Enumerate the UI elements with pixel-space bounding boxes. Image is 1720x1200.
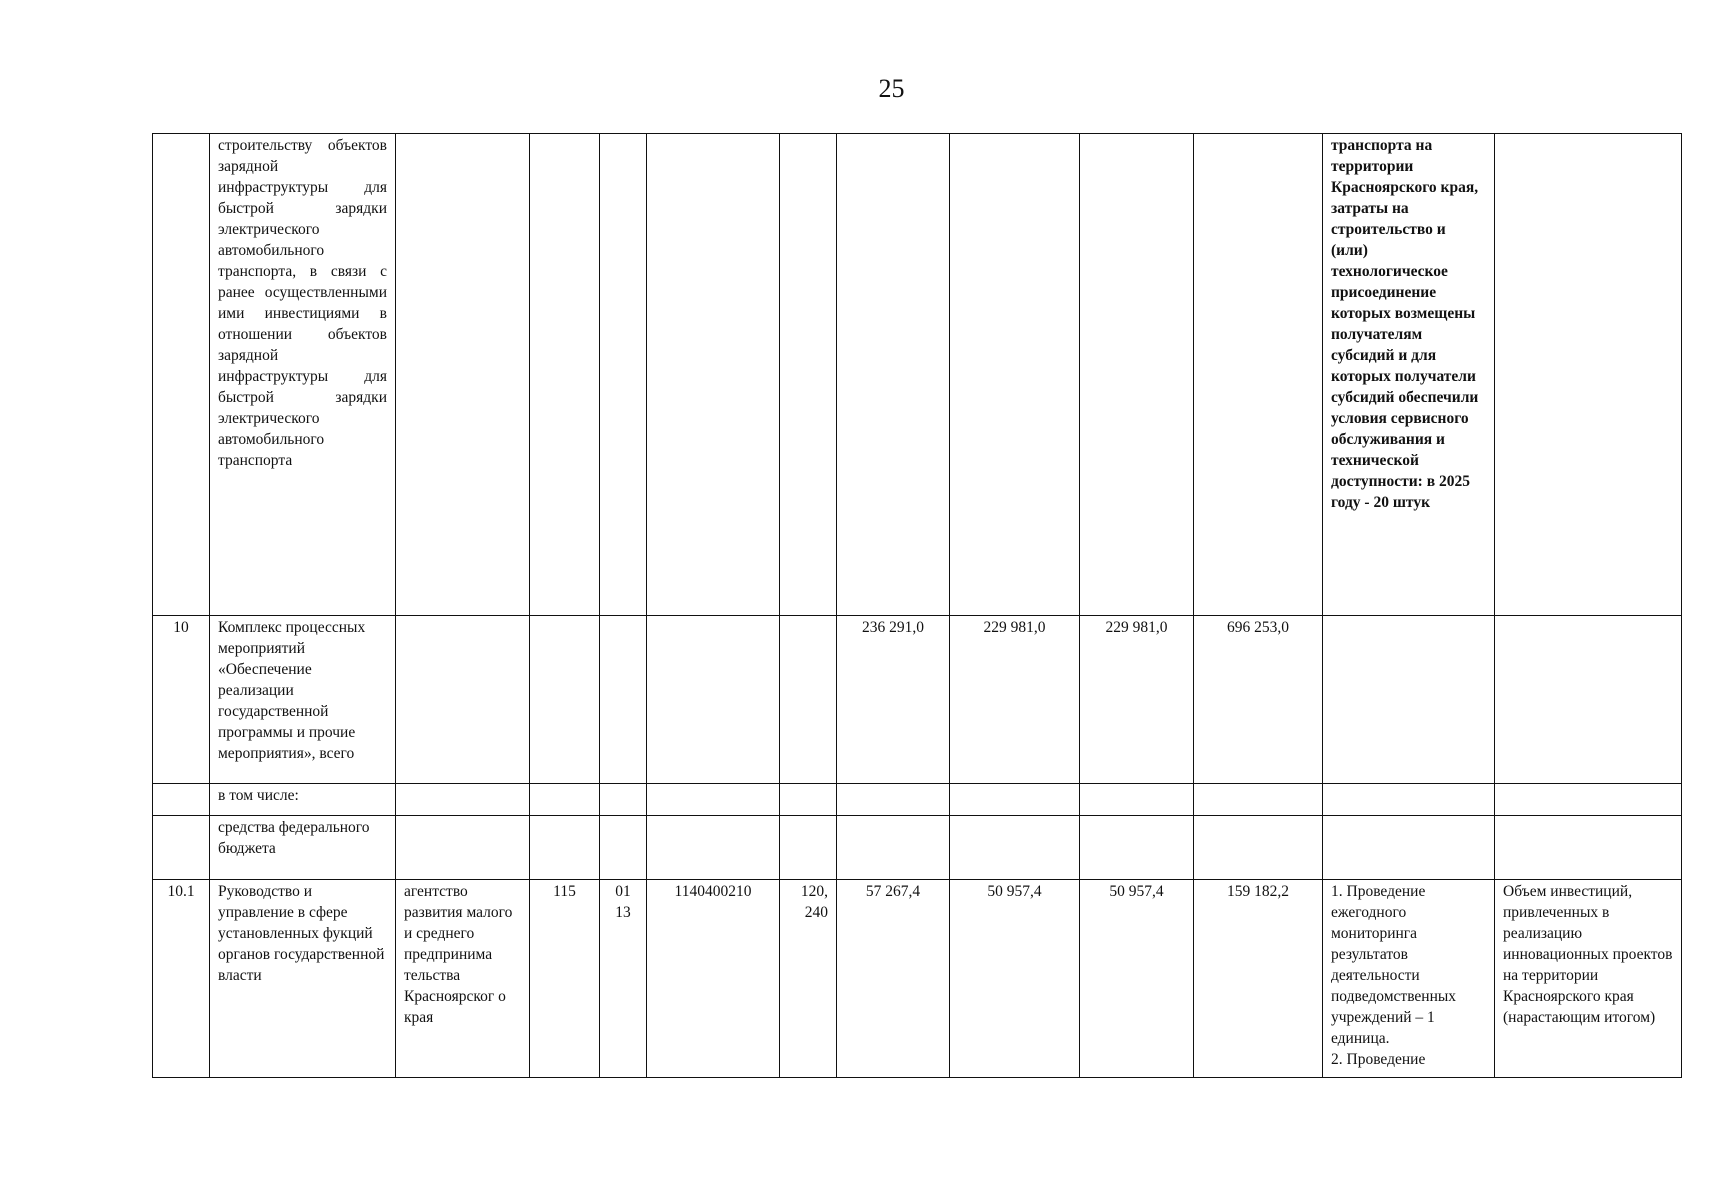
cell-vr: 120, 240 [780,880,837,1078]
cell-rzpr [600,134,647,616]
cell-num [153,816,210,880]
cell-measure-name: в том числе: [210,784,396,816]
cell-num [153,134,210,616]
page-number: 25 [878,74,905,103]
cell-csr [647,616,780,784]
cell-csr: 1140400210 [647,880,780,1078]
program-table [152,133,1682,1078]
cell-indicator [1495,134,1682,616]
cell-total: 159 182,2 [1194,880,1323,1078]
table-row-continuation [153,134,1682,616]
cell-grbs [530,134,600,616]
cell-measure-name: средства федерального бюджета [210,816,396,880]
cell-executor: агентство развития малого и среднего предпринима тельства Красноярског о края [396,880,530,1078]
cell-y2027 [1080,134,1194,616]
cell-executor [396,134,530,616]
cell-result: транспорта на территории Красноярского края, затраты на строительство и (или) технологическое присоединение которых возмещены получателям субсидий и для которых получатели субсидий обеспечили условия сервисного обслуживания и технической доступности: в 2025 году - 20 штук [1323,134,1495,616]
table-row-including [153,784,1682,816]
cell-result [1323,616,1495,784]
table-row-10-1 [153,880,1682,1078]
table-row-complex [153,616,1682,784]
cell-indicator [1495,616,1682,784]
table-row-federal [153,816,1682,880]
cell-y2025 [837,134,950,616]
cell-y2026 [950,134,1080,616]
cell-y2025: 236 291,0 [837,616,950,784]
cell-num [153,784,210,816]
cell-num: 10.1 [153,880,210,1078]
cell-measure-name: Комплекс процессных мероприятий «Обеспечение реализации государственной программы и прочие мероприятия», всего [210,616,396,784]
cell-rzpr [600,616,647,784]
cell-grbs [530,616,600,784]
program-table-wrapper [152,133,1682,1078]
cell-y2026: 229 981,0 [950,616,1080,784]
cell-measure-name: Руководство и управление в сфере установленных фукций органов государственной власти [210,880,396,1078]
cell-vr [780,134,837,616]
cell-y2027: 229 981,0 [1080,616,1194,784]
cell-grbs: 115 [530,880,600,1078]
cell-indicator: Объем инвестиций, привлеченных в реализацию инновационных проектов на территории Красноярского края (нарастающим итогом) [1495,880,1682,1078]
cell-y2027: 50 957,4 [1080,880,1194,1078]
cell-measure-name: строительству объектов зарядной инфраструктуры для быстрой зарядки электрического автомобильного транспорта, в связи с ранее осуществленными ими инвестициями в отношении объектов зарядной инфраструктуры для быстрой зарядки электрического автомобильного транспорта [210,134,396,616]
cell-rzpr: 01 13 [600,880,647,1078]
cell-total: 696 253,0 [1194,616,1323,784]
cell-result: 1. Проведение ежегодного мониторинга результатов деятельности подведомственных учреждений – 1 единица. 2. Проведение [1323,880,1495,1078]
cell-total [1194,134,1323,616]
cell-csr [647,134,780,616]
cell-num: 10 [153,616,210,784]
cell-executor [396,616,530,784]
cell-vr [780,616,837,784]
cell-y2025: 57 267,4 [837,880,950,1078]
cell-y2026: 50 957,4 [950,880,1080,1078]
